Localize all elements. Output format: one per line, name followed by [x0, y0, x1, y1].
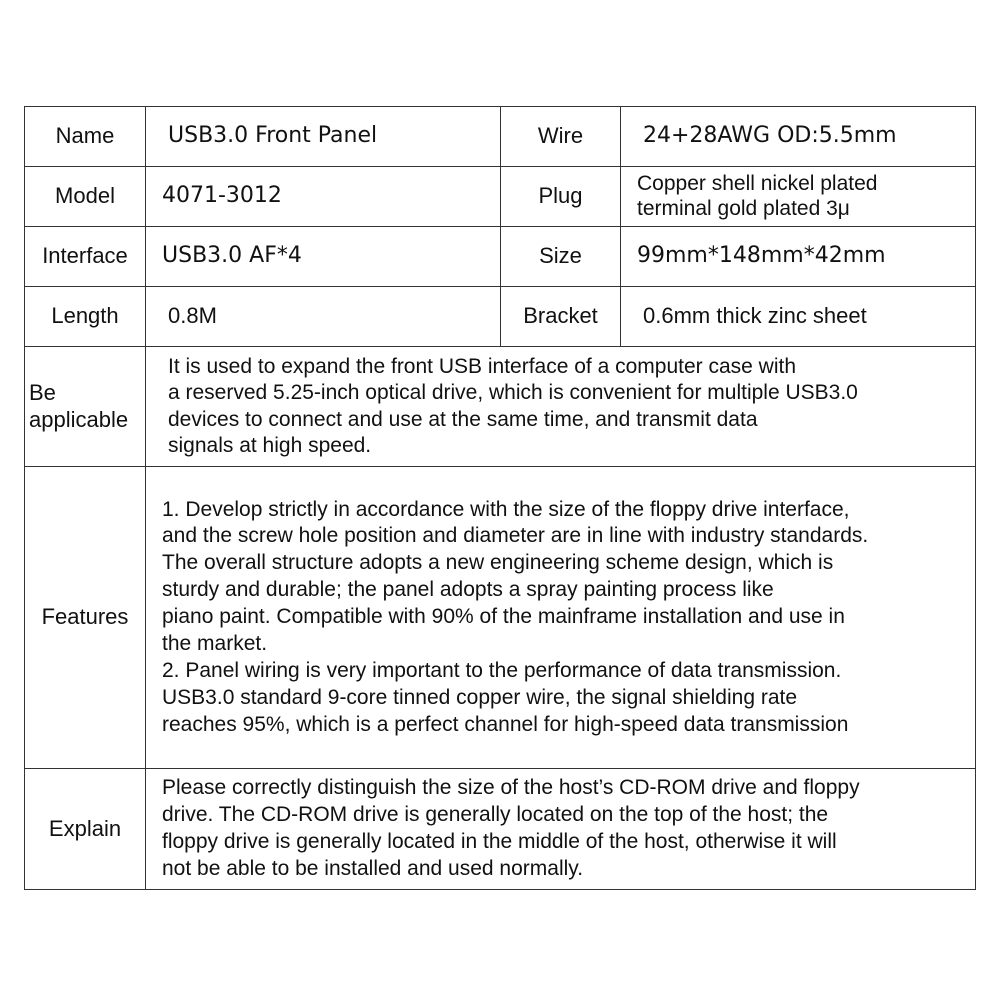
applicable-line: a reserved 5.25-inch optical drive, which is convenient for multiple USB3.0	[168, 381, 858, 405]
wire-label: Wire	[501, 107, 621, 167]
wire-value: 24+28AWG OD:5.5mm	[621, 107, 976, 167]
features-label: Features	[25, 467, 146, 769]
explain-value	[146, 769, 976, 890]
table-row	[25, 227, 976, 287]
explain-line: Please correctly distinguish the size of the host’s CD-ROM drive and floppy	[162, 776, 860, 800]
table-row	[25, 347, 976, 467]
applicable-line: devices to connect and use at the same time, and transmit data	[168, 407, 758, 431]
applicable-value	[146, 347, 976, 467]
features-line: reaches 95%, which is a perfect channel for high-speed data transmission	[162, 712, 849, 736]
applicable-label-line: Be	[29, 379, 56, 405]
interface-label: Interface	[25, 227, 146, 287]
explain-label: Explain	[25, 769, 146, 890]
features-value	[146, 467, 976, 769]
table-row	[25, 107, 976, 167]
spec-table	[24, 106, 976, 890]
plug-line: Copper shell nickel plated	[637, 172, 878, 196]
features-line: USB3.0 standard 9-core tinned copper wire, the signal shielding rate	[162, 685, 798, 709]
size-label: Size	[501, 227, 621, 287]
features-line: 2. Panel wiring is very important to the performance of data transmission.	[162, 658, 842, 682]
table-row	[25, 769, 976, 890]
features-line: piano paint. Compatible with 90% of the mainframe installation and use in	[162, 605, 845, 629]
features-line: sturdy and durable; the panel adopts a spray painting process like	[162, 578, 774, 602]
bracket-label: Bracket	[501, 287, 621, 347]
features-line: The overall structure adopts a new engineering scheme design, which is	[162, 551, 834, 575]
plug-value	[621, 167, 976, 227]
explain-line: not be able to be installed and used normally.	[162, 856, 584, 880]
applicable-label	[25, 347, 146, 467]
explain-line: floppy drive is generally located in the middle of the host, otherwise it will	[162, 830, 837, 853]
explain-line: drive. The CD-ROM drive is generally located on the top of the host; the	[162, 803, 829, 827]
length-label: Length	[25, 287, 146, 347]
features-line: the market.	[162, 631, 268, 655]
table-row	[25, 467, 976, 769]
size-value: 99mm*148mm*42mm	[621, 227, 976, 287]
interface-value: USB3.0 AF*4	[146, 227, 501, 287]
model-value: 4071-3012	[146, 167, 501, 227]
bracket-value: 0.6mm thick zinc sheet	[621, 287, 976, 347]
features-line: and the screw hole position and diameter are in line with industry standards.	[162, 524, 869, 548]
plug-line: terminal gold plated 3μ	[637, 196, 850, 220]
name-value: USB3.0 Front Panel	[146, 107, 501, 167]
features-line: 1. Develop strictly in accordance with the size of the floppy drive interface,	[162, 497, 850, 521]
table-row	[25, 167, 976, 227]
applicable-label-line: applicable	[29, 406, 129, 432]
applicable-line: It is used to expand the front USB interface of a computer case with	[168, 355, 797, 378]
applicable-line: signals at high speed.	[168, 433, 372, 457]
plug-label: Plug	[501, 167, 621, 227]
length-value: 0.8M	[146, 287, 501, 347]
name-label: Name	[25, 107, 146, 167]
model-label: Model	[25, 167, 146, 227]
table-row	[25, 287, 976, 347]
